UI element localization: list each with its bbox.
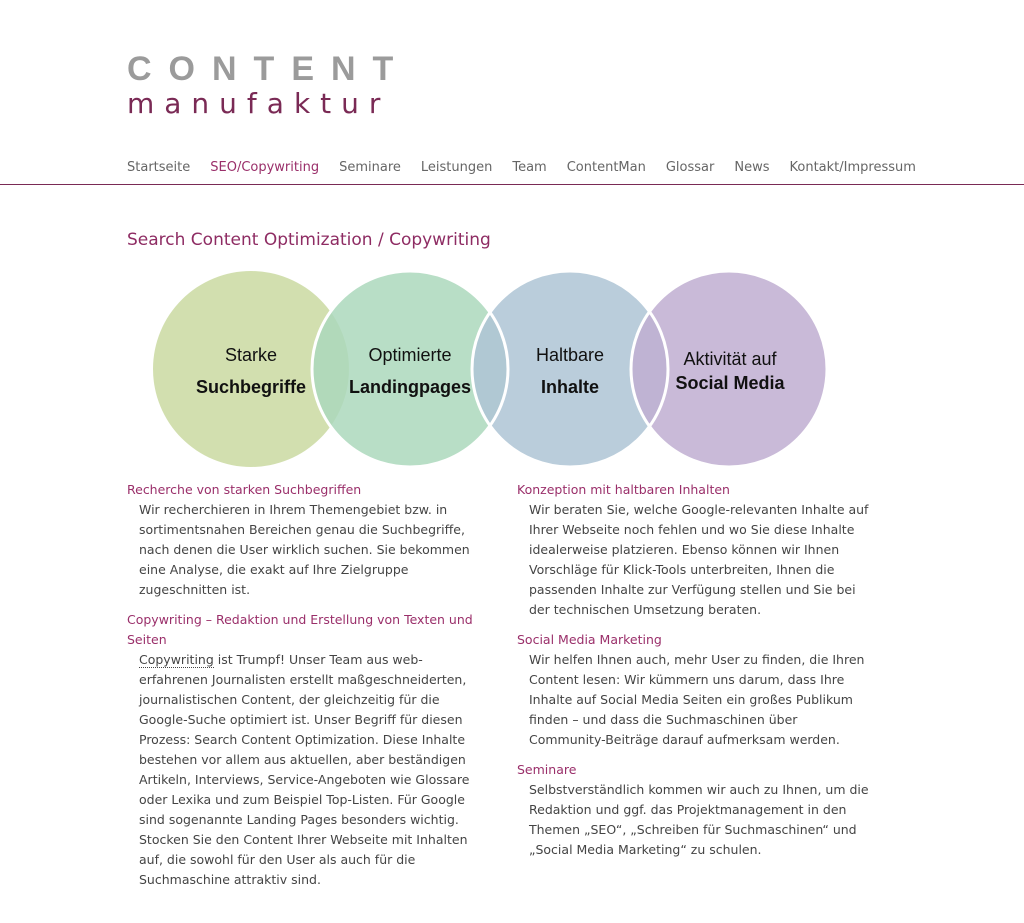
venn-diagram	[150, 266, 840, 476]
nav-startseite[interactable]: Startseite	[127, 160, 191, 175]
section-text-social-media: Wir helfen Ihnen auch, mehr User zu finden, die Ihren Content lesen: Wir kümmern uns darum, dass Ihre Inhalte auf Social Media Seiten ein großes Publikum finden – und dass die Suchmaschinen über Community-Beiträge darauf aufmerksam werden.	[529, 652, 865, 747]
nav-kontakt-impressum[interactable]: Kontakt/Impressum	[789, 160, 916, 175]
venn-label-landingpages-line2: Landingpages	[348, 377, 472, 397]
section-text-seminare: Selbstverständlich kommen wir auch zu Ihnen, um die Redaktion und ggf. das Projektmanagement in den Themen „SEO“, „Schreiben für Suchmaschinen“ und „Social Media Marketing“ zu schulen.	[529, 782, 869, 857]
nav-contentman[interactable]: ContentMan	[566, 160, 646, 175]
site-logo[interactable]	[127, 52, 410, 120]
venn-label-social-line1: Aktivität auf	[683, 349, 777, 369]
venn-label-landingpages-line1: Optimierte	[368, 345, 452, 365]
nav-team[interactable]: Team	[512, 160, 547, 175]
section-title-copywriting: Copywriting – Redaktion und Erstellung von Texten und Seiten	[127, 612, 473, 647]
section-text-copywriting-body: ist Trumpf! Unser Team aus web-erfahrenen Journalisten erstellt maßgeschneiderten, journalistischen Content, der gleichzeitig für die Google-Suche optimiert ist. Unser Begriff für diesen Prozess: Search Content Optimization. Diese Inhalte bestehen vor allem aus aktuellen, aber beständigen Artikeln, Interviews, Service-Angeboten wie Glossare oder Lexika und zum Beispiel Top-Listen. Für Google sind sogenannte Landing Pages besonders wichtig. Stocken Sie den Content Ihrer Webseite mit Inhalten auf, die sowohl für den User als auch für die Suchmaschine attraktiv sind.	[139, 652, 470, 887]
section-title-social-media: Social Media Marketing	[517, 632, 662, 647]
nav-leistungen[interactable]: Leistungen	[420, 160, 493, 175]
nav-seminare[interactable]: Seminare	[339, 160, 401, 175]
section-title-konzeption: Konzeption mit haltbaren Inhalten	[517, 482, 730, 497]
content-column-right	[517, 480, 877, 870]
page-title: Search Content Optimization / Copywriting	[127, 230, 491, 250]
nav-seo-copywriting[interactable]: SEO/Copywriting	[210, 160, 320, 175]
venn-label-inhalte-line1: Haltbare	[535, 345, 605, 365]
main-navigation	[127, 160, 936, 175]
venn-label-social-line2: Social Media	[675, 373, 785, 393]
logo-wordmark-top: CONTENT	[127, 50, 411, 88]
section-text-recherche: Wir recherchieren in Ihrem Themengebiet bzw. in sortimentsnahen Bereichen genau die Suchbegriffe, nach denen die User wirklich suchen. Sie bekommen eine Analyse, die exakt auf Ihre Zielgruppe zugeschnitten ist.	[139, 502, 470, 597]
venn-label-suchbegriffe-line1: Starke	[224, 345, 278, 365]
content-column-left	[127, 480, 487, 900]
venn-label-inhalte-line2: Inhalte	[540, 377, 600, 397]
venn-label-suchbegriffe-line2: Suchbegriffe	[195, 377, 307, 397]
nav-glossar[interactable]: Glossar	[665, 160, 715, 175]
section-text-copywriting	[139, 650, 487, 890]
section-text-konzeption: Wir beraten Sie, welche Google-relevanten Inhalte auf Ihrer Webseite noch fehlen und wo Sie diese Inhalte idealerweise platzieren. Ebenso können wir Ihnen Vorschläge für Klick-Tools unterbreiten, Ihnen die passenden Inhalte zur Verfügung stellen und Sie bei der technischen Umsetzung beraten.	[529, 502, 869, 617]
nav-divider	[0, 184, 1024, 185]
nav-news[interactable]: News	[734, 160, 770, 175]
logo-wordmark-bottom: manufaktur	[127, 87, 391, 120]
glossary-link-copywriting[interactable]: Copywriting	[139, 652, 214, 667]
section-title-recherche: Recherche von starken Suchbegriffen	[127, 482, 362, 497]
section-title-seminare: Seminare	[517, 762, 577, 777]
